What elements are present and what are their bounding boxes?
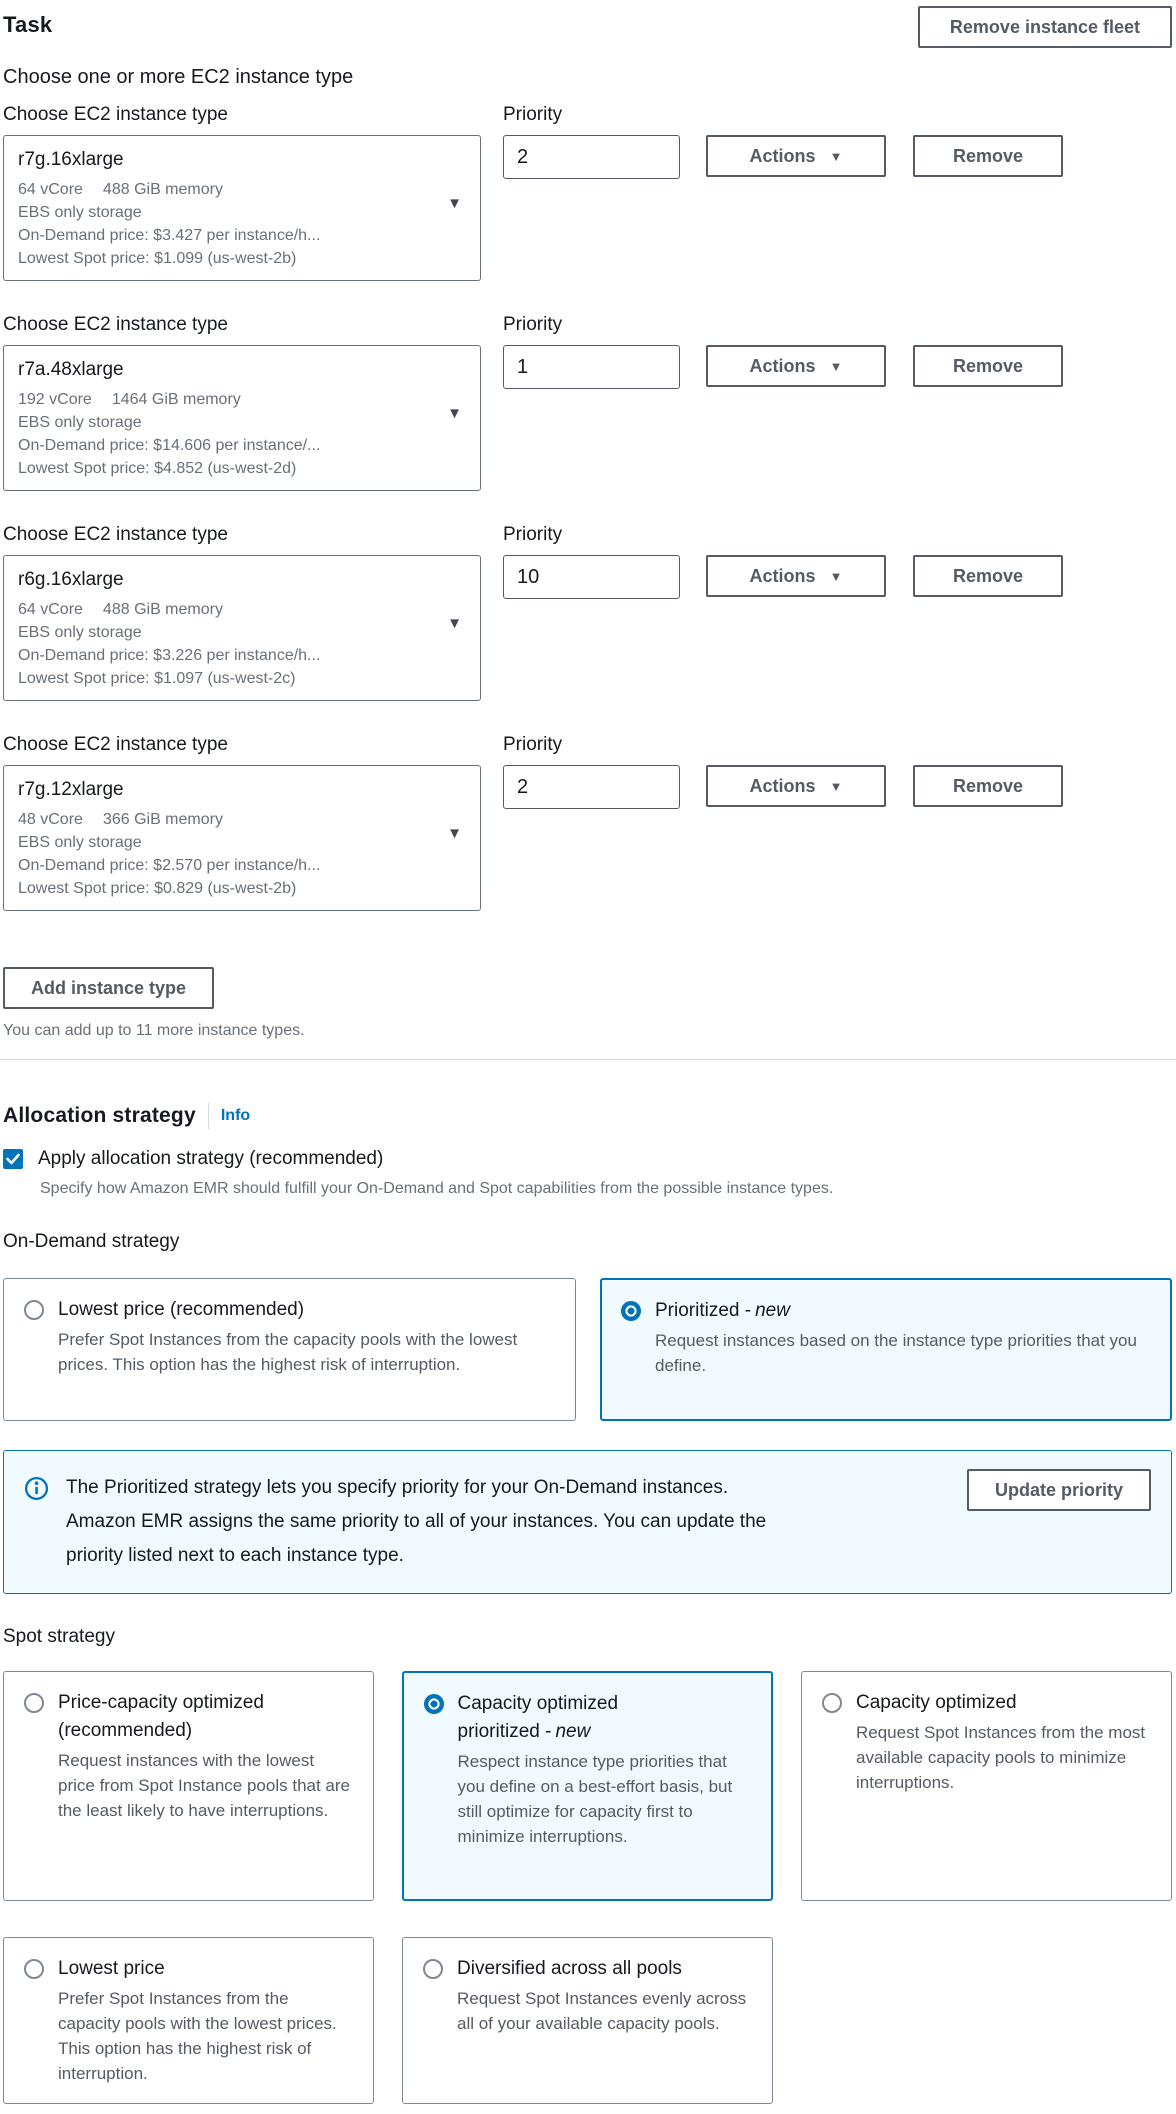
tile-title: Diversified across all pools — [457, 1958, 682, 1979]
instance-memory: 488 GiB memory — [102, 181, 223, 198]
instance-name: r7g.12xlarge — [18, 779, 124, 800]
instance-on-demand-price: On-Demand price: $3.427 per instance/h... — [18, 227, 321, 244]
remove-button[interactable]: Remove — [913, 135, 1063, 177]
prioritized-info-banner — [3, 1450, 1172, 1594]
spot-strategy-label: Spot strategy — [3, 1626, 115, 1647]
instance-memory: 488 GiB memory — [102, 601, 223, 618]
caret-down-icon: ▼ — [829, 358, 843, 374]
tile-title: Capacity optimized — [856, 1692, 1017, 1713]
choose-instance-types-label: Choose one or more EC2 instance type — [3, 66, 354, 88]
chevron-down-icon: ▼ — [447, 405, 462, 422]
caret-down-icon: ▼ — [829, 778, 843, 794]
instance-type-row — [3, 523, 1172, 701]
update-priority-button[interactable]: Update priority — [967, 1469, 1151, 1511]
page-title: Task — [3, 12, 53, 37]
priority-input[interactable] — [503, 555, 680, 599]
instance-vcore: 48 vCore — [18, 811, 83, 828]
add-instance-type-button[interactable]: Add instance type — [3, 967, 214, 1009]
tile-description: Prefer Spot Instances from the capacity pools with the lowest prices. This option has the highest risk of interruption. — [58, 1989, 337, 2083]
instance-type-select[interactable] — [3, 135, 481, 281]
instance-type-select[interactable] — [3, 555, 481, 701]
instance-on-demand-price: On-Demand price: $14.606 per instance/... — [18, 437, 321, 454]
instance-vcore: 192 vCore — [18, 391, 92, 408]
caret-down-icon: ▼ — [829, 148, 843, 164]
remove-button[interactable]: Remove — [913, 345, 1063, 387]
tile-capacity-optimized[interactable] — [801, 1671, 1172, 1901]
instance-type-select[interactable] — [3, 765, 481, 911]
tile-description: Request instances with the lowest price from Spot Instance pools that are the least likely to have interruptions. — [58, 1751, 350, 1820]
remove-button[interactable]: Remove — [913, 765, 1063, 807]
on-demand-strategy-options — [3, 1278, 1172, 1421]
instance-type-label: Choose EC2 instance type — [3, 314, 228, 335]
apply-allocation-label: Apply allocation strategy (recommended) — [38, 1148, 384, 1169]
instance-memory: 366 GiB memory — [102, 811, 223, 828]
instance-name: r7g.16xlarge — [18, 149, 124, 170]
instance-storage: EBS only storage — [18, 834, 142, 851]
instance-storage: EBS only storage — [18, 204, 142, 221]
radio-icon[interactable] — [423, 1959, 443, 1979]
tile-lowest-price[interactable] — [3, 1937, 374, 2104]
priority-label: Priority — [503, 734, 563, 755]
radio-icon[interactable] — [24, 1959, 44, 1979]
instance-spot-price: Lowest Spot price: $1.097 (us-west-2c) — [18, 670, 296, 687]
add-instance-hint: You can add up to 11 more instance types. — [3, 1022, 305, 1039]
chevron-down-icon: ▼ — [447, 825, 462, 842]
instance-type-label: Choose EC2 instance type — [3, 104, 228, 125]
instance-type-label: Choose EC2 instance type — [3, 524, 228, 545]
caret-down-icon: ▼ — [829, 568, 843, 584]
tile-lowest-price-recommended[interactable] — [3, 1278, 576, 1421]
chevron-down-icon: ▼ — [447, 615, 462, 632]
instance-spot-price: Lowest Spot price: $0.829 (us-west-2b) — [18, 880, 297, 897]
tile-description: Request instances based on the instance type priorities that you define. — [655, 1330, 1137, 1375]
instance-name: r6g.16xlarge — [18, 569, 124, 590]
actions-button[interactable]: Actions ▼ — [706, 135, 886, 177]
instance-storage: EBS only storage — [18, 414, 142, 431]
instance-vcore: 64 vCore — [18, 181, 83, 198]
allocation-description: Specify how Amazon EMR should fulfill your On-Demand and Spot capabilities from the possible instance types. — [40, 1180, 834, 1197]
tile-title: Lowest price — [58, 1958, 165, 1979]
tile-description: Prefer Spot Instances from the capacity pools with the lowest prices. This option has the highest risk of interruption. — [58, 1330, 518, 1374]
instance-storage: EBS only storage — [18, 624, 142, 641]
vertical-divider — [208, 1103, 209, 1129]
priority-input[interactable] — [503, 345, 680, 389]
banner-message: The Prioritized strategy lets you specify priority for your On-Demand instances. Amazon EMR assigns the same priority to all of your instances. You can update the priority listed next to each instance type. — [66, 1477, 767, 1566]
tile-description: Respect instance type priorities that you define on a best-effort basis, but still optimize for capacity first to minimize interruptions. — [457, 1751, 733, 1846]
radio-icon[interactable] — [24, 1300, 44, 1320]
tile-title: Prioritized - new — [655, 1299, 790, 1321]
instance-type-label: Choose EC2 instance type — [3, 734, 228, 755]
section-divider — [0, 1059, 1176, 1060]
instance-type-row — [3, 733, 1172, 911]
tile-title: Price-capacity optimized (recommended) — [58, 1692, 264, 1741]
tile-title: Capacity optimized prioritized - new — [457, 1692, 619, 1742]
priority-label: Priority — [503, 314, 563, 335]
instance-vcore: 64 vCore — [18, 601, 83, 618]
checkmark-icon — [6, 1153, 20, 1165]
tile-description: Request Spot Instances from the most available capacity pools to minimize interruptions. — [856, 1723, 1146, 1792]
allocation-strategy-heading: Allocation strategy — [3, 1104, 196, 1127]
tile-diversified-across-pools[interactable] — [402, 1937, 773, 2104]
info-icon — [24, 1476, 49, 1501]
instance-type-row — [3, 313, 1172, 491]
info-link[interactable]: Info — [220, 1107, 251, 1124]
radio-icon[interactable] — [24, 1693, 44, 1713]
priority-input[interactable] — [503, 765, 680, 809]
actions-button[interactable]: Actions ▼ — [706, 555, 886, 597]
task-header — [3, 6, 1172, 48]
radio-icon[interactable] — [822, 1693, 842, 1713]
tile-title: Lowest price (recommended) — [58, 1299, 305, 1320]
priority-label: Priority — [503, 524, 563, 545]
instance-name: r7a.48xlarge — [18, 359, 124, 380]
priority-input[interactable] — [503, 135, 680, 179]
tile-description: Request Spot Instances evenly across all of your available capacity pools. — [457, 1989, 747, 2033]
instance-on-demand-price: On-Demand price: $3.226 per instance/h... — [18, 647, 321, 664]
remove-instance-fleet-button[interactable]: Remove instance fleet — [918, 6, 1172, 48]
radio-checked-icon[interactable] — [621, 1301, 641, 1321]
instance-type-select[interactable] — [3, 345, 481, 491]
apply-allocation-checkbox[interactable] — [3, 1149, 23, 1169]
instance-spot-price: Lowest Spot price: $1.099 (us-west-2b) — [18, 250, 297, 267]
instance-on-demand-price: On-Demand price: $2.570 per instance/h... — [18, 857, 321, 874]
chevron-down-icon: ▼ — [447, 195, 462, 212]
radio-checked-icon[interactable] — [424, 1694, 444, 1714]
actions-button[interactable]: Actions ▼ — [706, 765, 886, 807]
instance-type-row — [3, 103, 1172, 281]
actions-button[interactable]: Actions ▼ — [706, 345, 886, 387]
instance-memory: 1464 GiB memory — [111, 391, 241, 408]
spot-strategy-options — [3, 1671, 1172, 2104]
instance-spot-price: Lowest Spot price: $4.852 (us-west-2d) — [18, 460, 297, 477]
tile-price-capacity-optimized[interactable] — [3, 1671, 374, 1901]
on-demand-strategy-label: On-Demand strategy — [3, 1231, 180, 1252]
priority-label: Priority — [503, 104, 563, 125]
tile-prioritized[interactable] — [600, 1278, 1173, 1421]
remove-button[interactable]: Remove — [913, 555, 1063, 597]
tile-capacity-optimized-prioritized[interactable] — [402, 1671, 773, 1901]
